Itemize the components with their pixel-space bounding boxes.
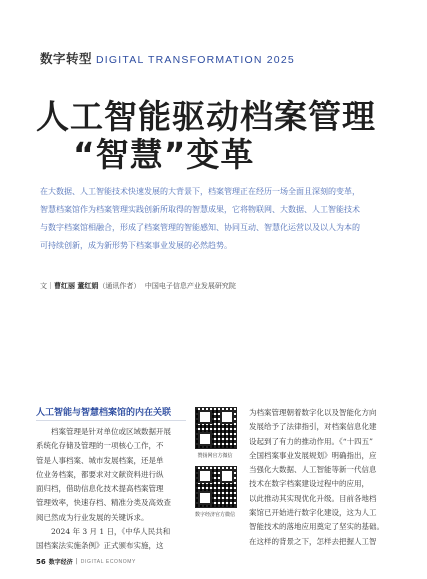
- body-line: 国档案法实施条例》正式颁布实施，这: [36, 541, 164, 551]
- abstract-line: 智慧档案馆作为档案管理实践创新所取得的智慧成果，它将物联网、大数据、人工智能技术: [40, 205, 360, 214]
- byline-authors: 曹红丽 董红娟: [54, 282, 99, 290]
- body-line: 系统化存储及管理的一项核心工作，不: [36, 441, 164, 451]
- section-title-cn: 数字转型: [40, 51, 93, 66]
- body-line: 在这样的背景之下，怎样去把握人工智: [249, 536, 377, 546]
- body-line: 阅已然成为行业发展的关键诉求。: [36, 512, 149, 522]
- body-line: 当强化大数据、人工智能等新一代信息: [249, 465, 377, 475]
- right-column: [249, 406, 389, 549]
- article-title-line1: 人工智能驱动档案管理: [36, 97, 376, 136]
- byline-role: （通讯作者）: [98, 282, 141, 290]
- body-line: 为档案管理朝着数字化以及智能化方向: [249, 408, 377, 417]
- body-line: 管是人事档案、城市发展档案，还是单: [36, 455, 164, 465]
- article-abstract: [40, 183, 390, 255]
- article-title-line2: “智慧”变革: [73, 135, 255, 174]
- qr-caption: 数字经济官方微信: [194, 512, 235, 518]
- body-line: 面归档，借助信息化技术提高档案管理: [36, 484, 164, 494]
- body-line: 技术在数字档案建设过程中的应用，: [249, 479, 369, 489]
- byline-prefix: 文｜: [40, 282, 54, 290]
- section-header: [40, 49, 295, 65]
- qr-caption: 赞扬网官方微信: [197, 453, 233, 459]
- byline: [40, 281, 236, 291]
- abstract-line: 可持续创新，成为新形势下档案事业发展的必然趋势。: [40, 241, 232, 250]
- abstract-line: 在大数据、人工智能技术快速发展的大背景下，档案管理正在经历一场全面且深刻的变革，: [40, 187, 360, 196]
- magazine-name: 数字经济: [48, 559, 73, 566]
- qr-codes: [193, 407, 237, 525]
- body-line: 全国档案事业发展规划》明确指出，应: [249, 450, 377, 460]
- page-footer: 56 数字经济 | DIGITAL ECONOMY: [36, 557, 136, 566]
- body-line: 设起到了有力的推动作用。《“十四五”: [249, 436, 373, 446]
- body-line: 2024 年 3 月 1 日，《中华人民共和: [36, 527, 171, 537]
- abstract-line: 与数字档案馆相融合，形成了档案管理的智能感知、协同互动、智慧化运营以及以人为本的: [40, 223, 360, 232]
- magazine-name-en: DIGITAL ECONOMY: [80, 558, 136, 565]
- body-line: 以此推动其实现优化升级。目前各地档: [249, 493, 377, 503]
- body-line: 档案管理是针对单位或区域数据开展: [36, 427, 171, 436]
- section-title-en: DIGITAL TRANSFORMATION 2025: [96, 54, 295, 66]
- left-column: [36, 405, 186, 554]
- qr-code-image[interactable]: [195, 466, 237, 508]
- body-line: 发展给予了法律指引，对档案信息化建: [249, 422, 377, 432]
- page-number: 56: [36, 557, 46, 566]
- body-line: 案馆已开始进行数字化建设，这为人工: [249, 508, 377, 518]
- body-line: 管理效率，快速存档、精准分类及高效查: [36, 498, 171, 508]
- body-line: 位业务档案，都要求对文献资料进行纵: [36, 469, 164, 479]
- subsection-heading: 人工智能与智慧档案馆的内在关联: [36, 405, 186, 421]
- byline-org: 中国电子信息产业发展研究院: [144, 282, 236, 290]
- qr-code-image[interactable]: [195, 407, 237, 449]
- body-line: 智能技术的落地应用奠定了坚实的基础。: [249, 522, 384, 532]
- left-column-text: [36, 425, 186, 554]
